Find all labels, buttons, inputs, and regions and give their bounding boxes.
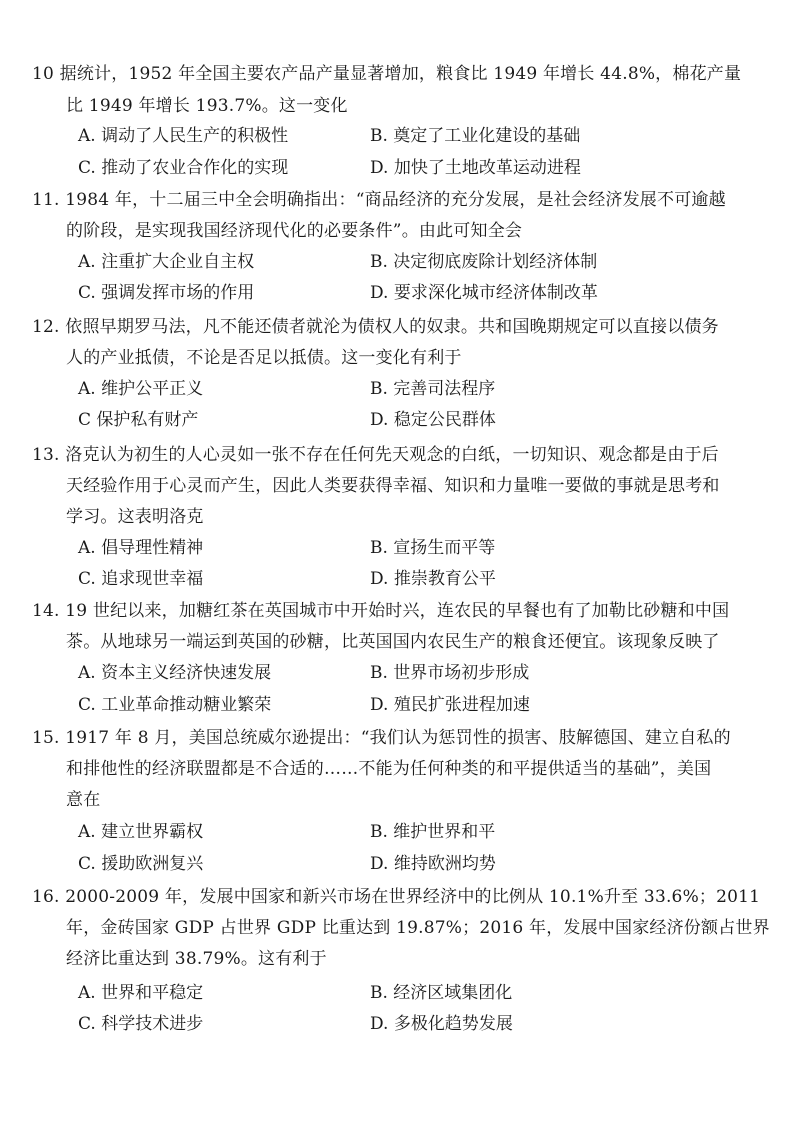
question-15-line-3: 意在 <box>66 790 101 810</box>
question-15-option-c: C. 援助欧洲复兴 <box>78 854 204 874</box>
question-13-option-a: A. 倡导理性精神 <box>78 538 204 558</box>
question-11-line-1: 11. 1984 年，十二届三中全会明确指出：“商品经济的充分发展，是社会经济发展不可逾越 <box>32 190 726 210</box>
question-12-option-d: D. 稳定公民群体 <box>370 410 496 430</box>
question-13-line-1: 13. 洛克认为初生的人心灵如一张不存在任何先天观念的白纸，一切知识、观念都是由于后 <box>32 445 719 465</box>
question-16-line-1: 16. 2000-2009 年，发展中国家和新兴市场在世界经济中的比例从 10.1%升至 33.6%；2011 <box>32 887 761 907</box>
question-10-option-b: B. 奠定了工业化建设的基础 <box>370 126 581 146</box>
question-16-option-d: D. 多极化趋势发展 <box>370 1014 513 1034</box>
question-14-option-c: C. 工业革命推动糖业繁荣 <box>78 695 272 715</box>
question-11-option-c: C. 强调发挥市场的作用 <box>78 283 255 303</box>
question-11-option-d: D. 要求深化城市经济体制改革 <box>370 283 598 303</box>
question-10-line-1: 10 据统计，1952 年全国主要农产品产量显著增加，粮食比 1949 年增长 44.8%，棉花产量 <box>32 64 742 84</box>
question-15-option-a: A. 建立世界霸权 <box>78 822 204 842</box>
question-15-line-1: 15. 1917 年 8 月，美国总统威尔逊提出：“我们认为惩罚性的损害、肢解德国、建立自私的 <box>32 728 731 748</box>
question-13-option-b: B. 宣扬生而平等 <box>370 538 496 558</box>
question-12-line-2: 人的产业抵债，不论是否足以抵债。这一变化有利于 <box>66 348 462 368</box>
question-10-option-d: D. 加快了土地改革运动进程 <box>370 158 581 178</box>
question-12-option-a: A. 维护公平正义 <box>78 379 204 399</box>
question-16-option-a: A. 世界和平稳定 <box>78 983 204 1003</box>
question-11-option-a: A. 注重扩大企业自主权 <box>78 252 255 272</box>
question-13-line-2: 天经验作用于心灵而产生，因此人类要获得幸福、知识和力量唯一要做的事就是思考和 <box>66 476 720 496</box>
question-13-option-c: C. 追求现世幸福 <box>78 569 204 589</box>
question-15-option-d: D. 维持欧洲均势 <box>370 854 496 874</box>
question-13-option-d: D. 推崇教育公平 <box>370 569 496 589</box>
question-10-line-2: 比 1949 年增长 193.7%。这一变化 <box>66 96 348 116</box>
question-16-line-2: 年，金砖国家 GDP 占世界 GDP 比重达到 19.87%；2016 年，发展中国家经济份额占世界 <box>66 918 770 938</box>
question-10-option-c: C. 推动了农业合作化的实现 <box>78 158 289 178</box>
question-14-line-1: 14. 19 世纪以来，加糖红茶在英国城市中开始时兴，连农民的早餐也有了加勒比砂糖和中国 <box>32 601 730 621</box>
question-15-line-2: 和排他性的经济联盟都是不合适的……不能为任何种类的和平提供适当的基础”，美国 <box>66 759 712 779</box>
question-15-option-b: B. 维护世界和平 <box>370 822 496 842</box>
question-16-line-3: 经济比重达到 38.79%。这有利于 <box>66 949 327 969</box>
question-14-line-2: 茶。从地球另一端运到英国的砂糖，比英国国内农民生产的粮食还便宜。该现象反映了 <box>66 632 720 652</box>
question-14-option-d: D. 殖民扩张进程加速 <box>370 695 530 715</box>
question-13-line-3: 学习。这表明洛克 <box>66 507 204 527</box>
question-11-line-2: 的阶段，是实现我国经济现代化的必要条件”。由此可知全会 <box>66 221 523 241</box>
question-12-line-1: 12. 依照早期罗马法，凡不能还债者就沦为债权人的奴隶。共和国晚期规定可以直接以债务 <box>32 317 719 337</box>
question-11-option-b: B. 决定彻底废除计划经济体制 <box>370 252 598 272</box>
question-14-option-b: B. 世界市场初步形成 <box>370 663 530 683</box>
question-16-option-c: C. 科学技术进步 <box>78 1014 204 1034</box>
question-12-option-c: C 保护私有财产 <box>78 410 199 430</box>
question-16-option-b: B. 经济区域集团化 <box>370 983 513 1003</box>
question-12-option-b: B. 完善司法程序 <box>370 379 496 399</box>
question-14-option-a: A. 资本主义经济快速发展 <box>78 663 272 683</box>
question-10-option-a: A. 调动了人民生产的积极性 <box>78 126 289 146</box>
